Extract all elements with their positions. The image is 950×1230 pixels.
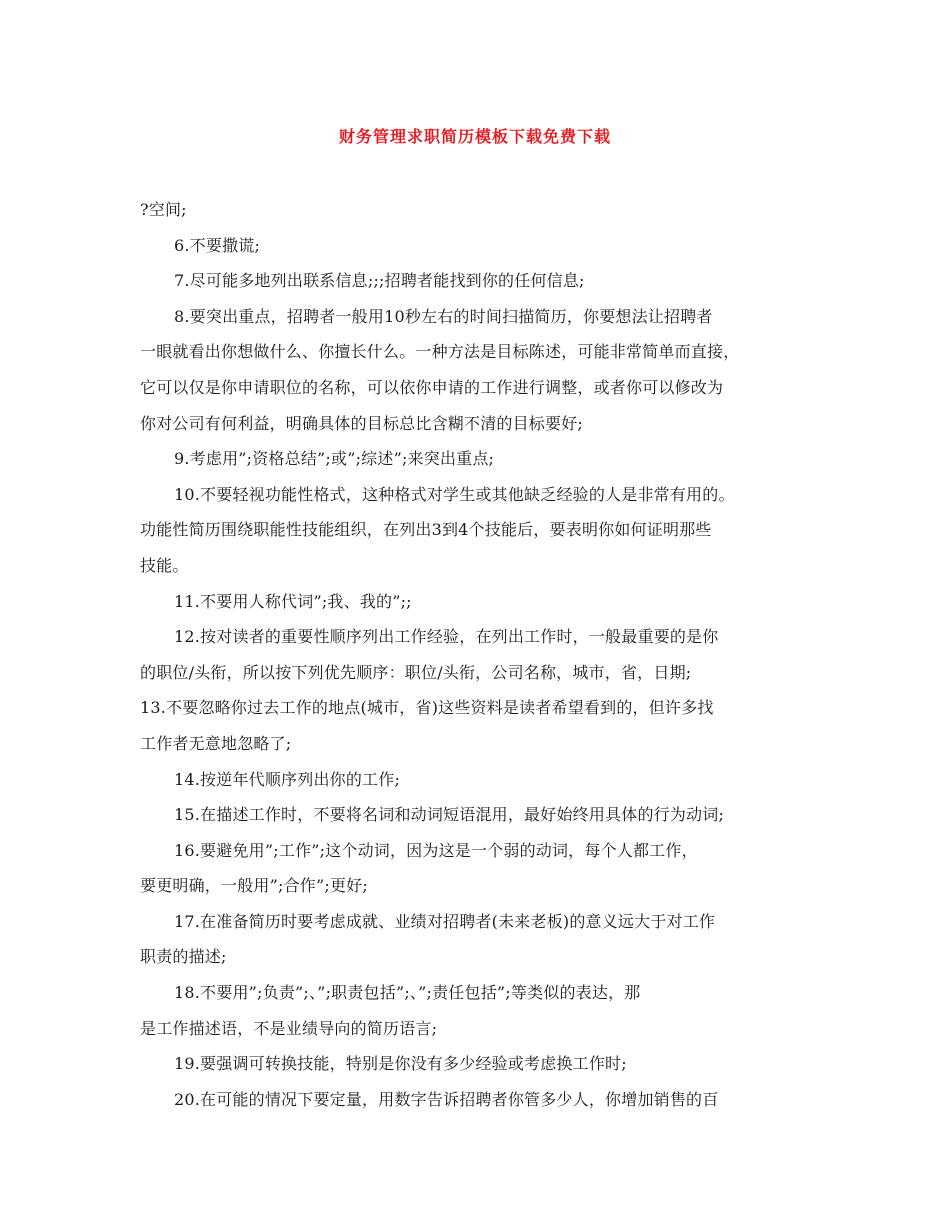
- text-line: 9.考虑用”;资格总结”;或”;综述”;来突出重点;: [174, 449, 495, 469]
- text-line: 8.要突出重点，招聘者一般用10秒左右的时间扫描简历，你要想法让招聘者: [174, 306, 713, 326]
- document-body: [140, 192, 812, 1117]
- text-line: 功能性简历围绕职能性技能组织，在列出3到4个技能后，要表明你如何证明那些: [140, 520, 712, 540]
- text-line: 一眼就看出你想做什么、你擅长什么。一种方法是目标陈述，可能非常简单而直接，: [140, 342, 740, 362]
- text-line: 你对公司有何利益，明确具体的目标总比含糊不清的目标要好;: [140, 413, 583, 433]
- text-line: 是工作描述语，不是业绩导向的简历语言;: [140, 1018, 438, 1038]
- text-line: 12.按对读者的重要性顺序列出工作经验，在列出工作时，一般最重要的是你: [174, 627, 719, 647]
- text-line: 10.不要轻视功能性格式，这种格式对学生或其他缺乏经验的人是非常有用的。: [174, 484, 735, 504]
- text-line: 15.在描述工作时，不要将名词和动词短语混用，最好始终用具体的行为动词;: [174, 805, 725, 825]
- text-line: 20.在可能的情况下要定量，用数字告诉招聘者你管多少人，你增加销售的百: [174, 1089, 719, 1109]
- text-line: 6.不要撒谎;: [174, 235, 261, 255]
- text-line: 17.在准备简历时要考虑成就、业绩对招聘者(未来老板)的意义远大于对工作: [174, 911, 716, 931]
- text-line: 要更明确，一般用”;合作”;更好;: [140, 876, 368, 896]
- text-line: 11.不要用人称代词”;我、我的”;;: [174, 591, 412, 611]
- text-line: 19.要强调可转换技能，特别是你没有多少经验或考虑换工作时;: [174, 1054, 627, 1074]
- document-title: 财务管理求职简历模板下载免费下载: [338, 127, 611, 146]
- text-line: 它可以仅是你申请职位的名称，可以依你申请的工作进行调整，或者你可以修改为: [140, 377, 724, 397]
- text-line: 16.要避免用”;工作”;这个动词，因为这是一个弱的动词，每个人都工作，: [174, 840, 698, 860]
- text-line: 职责的描述;: [140, 947, 227, 967]
- text-line: 14.按逆年代顺序列出你的工作;: [174, 769, 401, 789]
- text-line: 13.不要忽略你过去工作的地点(城市，省)这些资料是读者希望看到的，但许多找: [140, 698, 714, 718]
- text-line: 技能。: [140, 555, 189, 575]
- text-line: 18.不要用”;负责”;、”;职责包括”;、”;责任包括”;等类似的表达，那: [174, 983, 641, 1003]
- text-line: ?空间;: [140, 200, 187, 219]
- text-line: 的职位/头衔，所以按下列优先顺序：职位/头衔，公司名称，城市，省，日期;: [140, 662, 692, 682]
- text-line: 工作者无意地忽略了;: [140, 733, 292, 753]
- text-line: 7.尽可能多地列出联系信息;;;招聘者能找到你的任何信息;: [174, 271, 585, 291]
